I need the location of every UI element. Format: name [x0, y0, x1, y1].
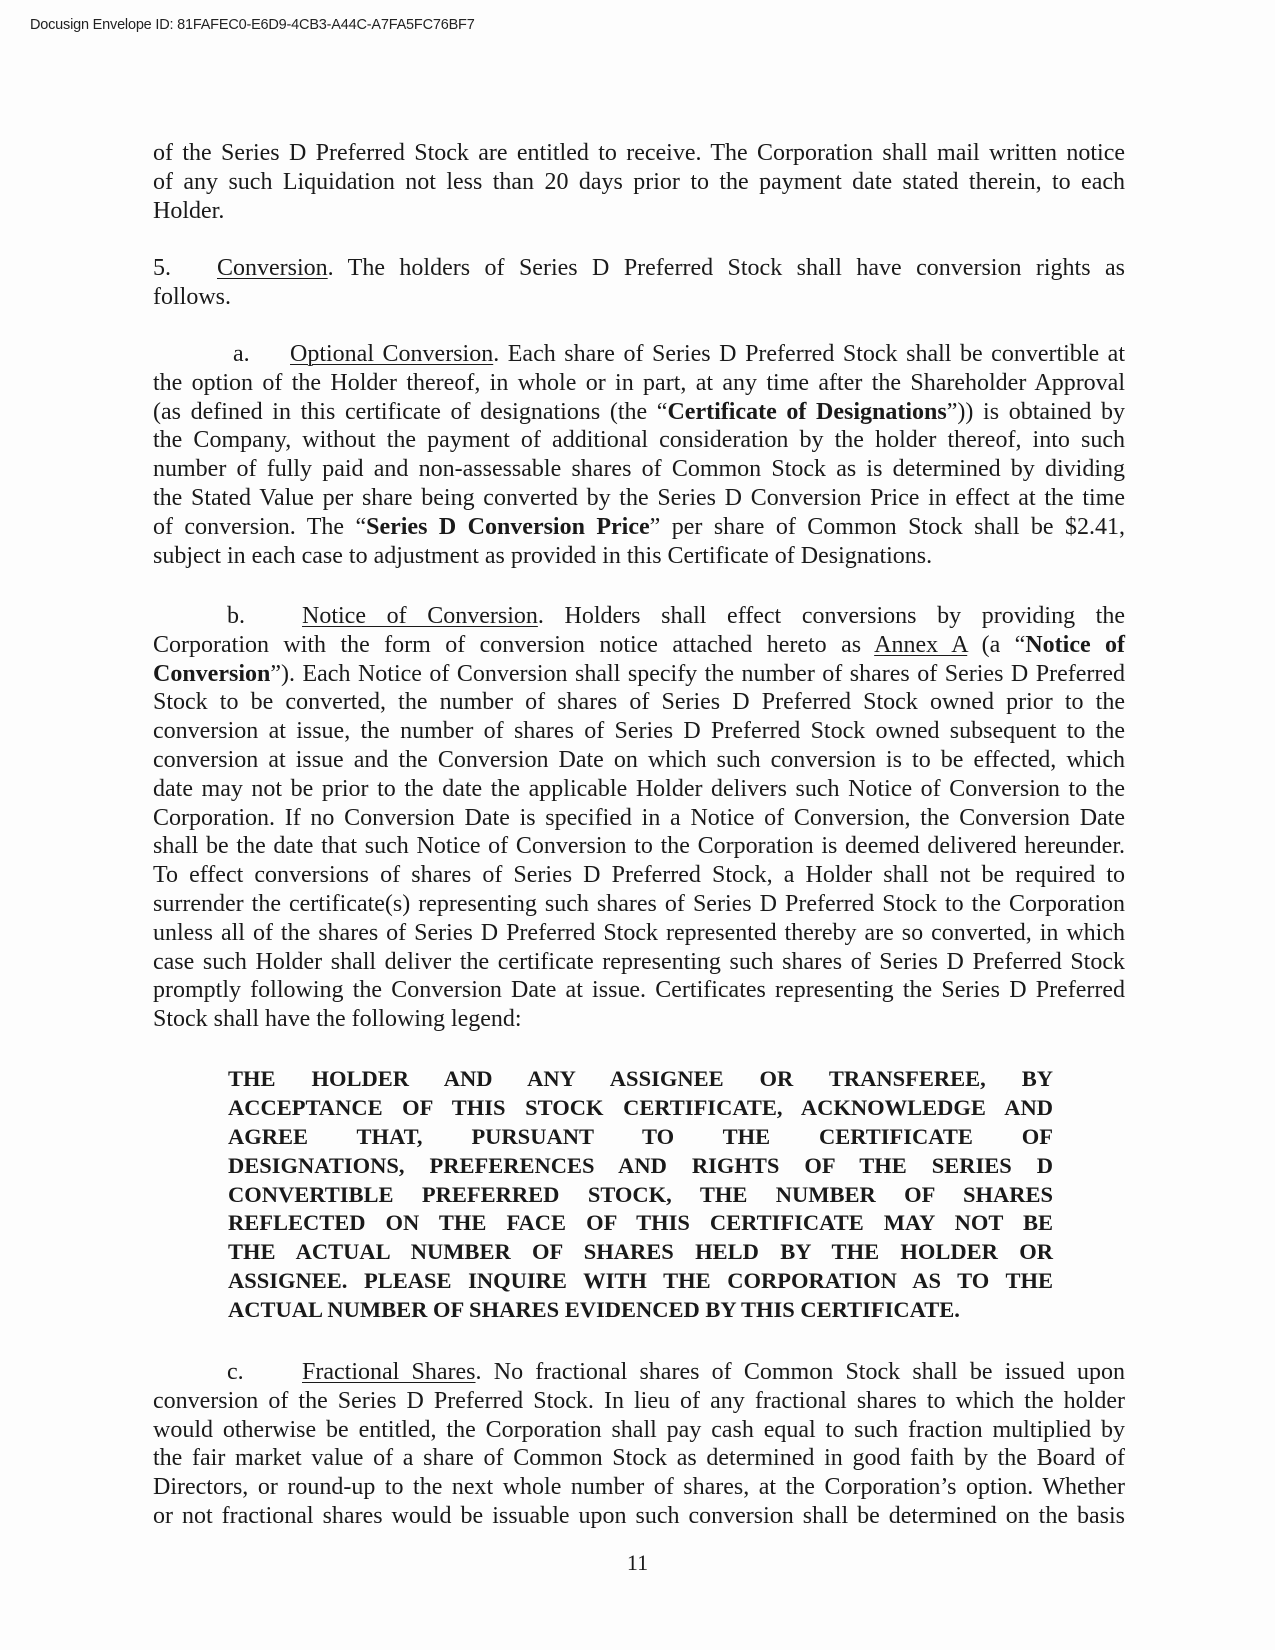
text-line	[153, 254, 1125, 283]
text-run: . No fractional shares of Common Stock shall be issued upon	[475, 1359, 1125, 1385]
text-line: case such Holder shall deliver the certificate representing such shares of Series D Preferred Stock	[153, 948, 1125, 975]
section-5-conversion	[153, 254, 1125, 312]
text-line	[153, 340, 1125, 369]
legend-line: AGREE THAT, PURSUANT TO THE CERTIFICATE OF	[228, 1123, 1053, 1149]
text-line: of any such Liquidation not less than 20 days prior to the payment date stated therein, to each	[153, 168, 1125, 195]
text-run: Corporation with the form of conversion notice attached hereto as	[153, 631, 875, 658]
text-run: ” per share of Common Stock shall be $2.41,	[649, 513, 1126, 540]
paragraph-label: b.	[227, 603, 245, 629]
text-line: shall be the date that such Notice of Conversion to the Corporation is deemed delivered hereunder.	[153, 833, 1125, 860]
defined-term: Conversion	[153, 660, 271, 687]
legend-line: THE ACTUAL NUMBER OF SHARES HELD BY THE HOLDER OR	[228, 1239, 1053, 1265]
legend-line: ACCEPTANCE OF THIS STOCK CERTIFICATE, ACKNOWLEDGE AND	[228, 1094, 1053, 1120]
text-run: . Holders shall effect conversions by providing the	[537, 603, 1126, 629]
intro-paragraph	[153, 139, 1125, 225]
text-line: unless all of the shares of Series D Preferred Stock represented thereby are so converted, in which	[153, 919, 1125, 946]
text-line: the fair market value of a share of Common Stock as determined in good faith by the Board of	[153, 1445, 1125, 1472]
defined-term: Notice of	[1025, 631, 1126, 658]
paragraph-label: a.	[233, 341, 250, 367]
text-run: (a “	[967, 631, 1026, 658]
docusign-envelope-id: Docusign Envelope ID: 81FAFEC0-E6D9-4CB3-A44C-A7FA5FC76BF7	[30, 17, 475, 33]
text-line	[153, 1358, 1125, 1387]
text-line: number of fully paid and non-assessable shares of Common Stock as is determined by dividing	[153, 456, 1125, 483]
text-run: . Each share of Series D Preferred Stock shall be convertible at	[493, 341, 1125, 367]
text-line: the Company, without the payment of additional consideration by the holder thereof, into such	[153, 427, 1125, 454]
text-line: of the Series D Preferred Stock are entitled to receive. The Corporation shall mail written notice	[153, 140, 1125, 166]
paragraph-heading: Optional Conversion	[290, 341, 494, 367]
text-line: Stock shall have the following legend:	[153, 1006, 522, 1033]
text-line: Stock to be converted, the number of shares of Series D Preferred Stock owned prior to the	[153, 689, 1125, 716]
page-number: 11	[626, 1550, 649, 1575]
text-line: follows.	[153, 283, 231, 310]
text-line: or not fractional shares would be issuable upon such conversion shall be determined on the basis	[153, 1502, 1125, 1529]
paragraph-label: c.	[227, 1359, 244, 1385]
text-line: To effect conversions of shares of Series D Preferred Stock, a Holder shall not be required to	[153, 862, 1125, 889]
text-line: Directors, or round-up to the next whole number of shares, at the Corporation’s option. Whether	[153, 1474, 1125, 1501]
legend-line: ASSIGNEE. PLEASE INQUIRE WITH THE CORPORATION AS TO THE	[228, 1268, 1053, 1294]
defined-term: Series D Conversion Price	[366, 513, 650, 540]
section-heading: Conversion	[217, 255, 328, 281]
text-line: Corporation. If no Conversion Date is specified in a Notice of Conversion, the Conversion Date	[153, 804, 1125, 831]
text-run: (as defined in this certificate of designations (the “	[153, 398, 668, 425]
text-line	[153, 602, 1125, 631]
paragraph-heading: Fractional Shares	[302, 1359, 476, 1385]
legend-line: DESIGNATIONS, PREFERENCES AND RIGHTS OF THE SERIES D	[228, 1152, 1053, 1178]
text-line	[153, 513, 1125, 542]
legend-line: CONVERTIBLE PREFERRED STOCK, THE NUMBER OF SHARES	[228, 1181, 1053, 1207]
text-line: conversion at issue and the Conversion Date on which such conversion is to be effected, which	[153, 746, 1125, 773]
text-run: . The holders of Series D Preferred Stock shall have conversion rights as	[327, 255, 1125, 281]
text-line: surrender the certificate(s) representing such shares of Series D Preferred Stock to the Corporation	[153, 890, 1125, 917]
text-line	[153, 660, 1125, 689]
section-number: 5.	[153, 255, 171, 281]
defined-term: Certificate of Designations	[667, 398, 947, 425]
legend-line: REFLECTED ON THE FACE OF THIS CERTIFICATE MAY NOT BE	[228, 1210, 1053, 1236]
stock-certificate-legend	[228, 1065, 1053, 1325]
paragraph-a-optional-conversion	[153, 340, 1125, 570]
text-line: subject in each case to adjustment as provided in this Certificate of Designations.	[153, 542, 933, 569]
paragraph-c-fractional-shares	[153, 1358, 1125, 1531]
text-line: the Stated Value per share being converted by the Series D Conversion Price in effect at the time	[153, 484, 1125, 511]
text-line: conversion of the Series D Preferred Stock. In lieu of any fractional shares to which the holder	[153, 1387, 1125, 1414]
text-line: promptly following the Conversion Date at issue. Certificates representing the Series D Preferred	[153, 977, 1125, 1004]
text-run: ”)) is obtained by	[946, 398, 1126, 425]
paragraph-b-notice-of-conversion	[153, 602, 1125, 1034]
text-line: the option of the Holder thereof, in whole or in part, at any time after the Shareholder Approval	[153, 369, 1125, 396]
text-line: date may not be prior to the date the applicable Holder delivers such Notice of Conversion to the	[153, 775, 1125, 802]
paragraph-heading: Notice of Conversion	[302, 603, 538, 629]
text-line: Holder.	[153, 197, 225, 224]
text-run: ”). Each Notice of Conversion shall specify the number of shares of Series D Preferred	[270, 660, 1125, 687]
text-run: of conversion. The “	[153, 513, 367, 540]
text-line	[153, 631, 1125, 660]
legend-line: THE HOLDER AND ANY ASSIGNEE OR TRANSFEREE, BY	[228, 1066, 1053, 1091]
text-line: conversion at issue, the number of shares of Series D Preferred Stock owned subsequent to the	[153, 718, 1125, 745]
text-line: would otherwise be entitled, the Corporation shall pay cash equal to such fraction multiplied by	[153, 1416, 1125, 1443]
legend-line: ACTUAL NUMBER OF SHARES EVIDENCED BY THIS CERTIFICATE.	[228, 1297, 960, 1323]
annex-a-reference: Annex A	[874, 631, 968, 658]
text-line	[153, 398, 1125, 427]
